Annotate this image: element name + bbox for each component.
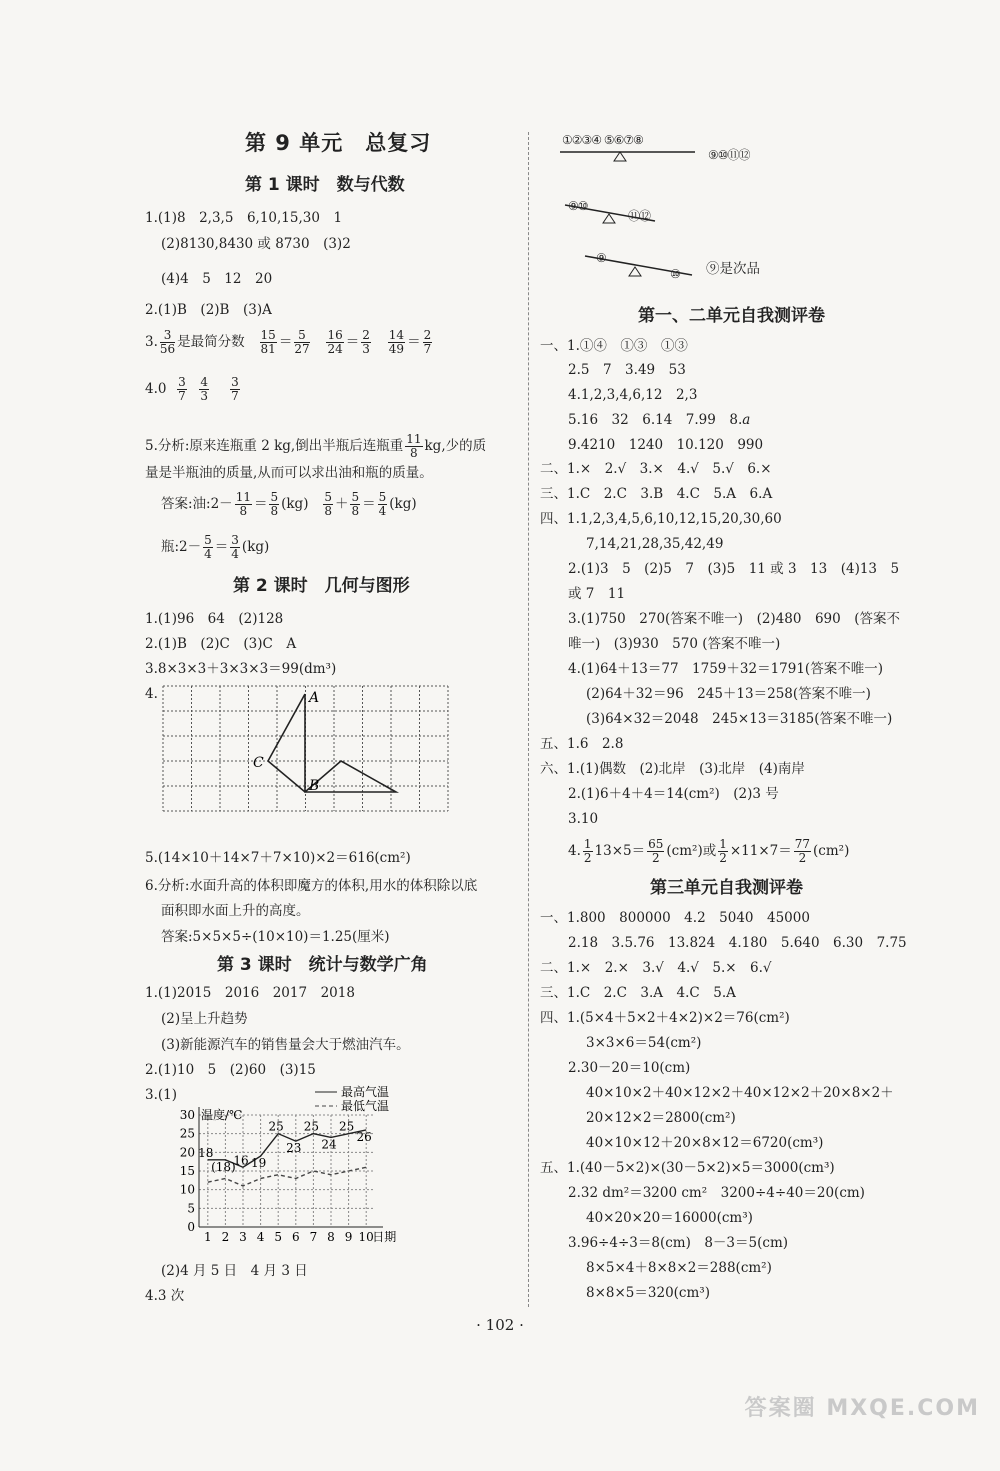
answer-line: 40×10×12＋20×8×12＝6720(cm³): [586, 1135, 824, 1151]
data-label: 25: [338, 1119, 355, 1134]
answer-line: (2)64＋32＝96 245＋13＝258(答案不唯一): [586, 686, 871, 702]
x-tick-label: 7: [309, 1230, 318, 1244]
x-tick-label: 1: [203, 1230, 212, 1244]
answer-line: 3.10: [568, 811, 599, 827]
answer-line: 3×3×6＝54(cm²): [586, 1035, 702, 1051]
data-label: 26: [356, 1129, 372, 1144]
answer-line-fractions: 4.0 $\frac{3}{7}$ $\frac{4}{3}$ $\frac{3}{7}$: [145, 375, 239, 403]
watermark-logo: 答案圈 MXQE.COM: [744, 1396, 980, 1421]
answer-line: 2.5 7 3.49 53: [568, 362, 686, 378]
answer-line: 三、1.C 2.C 3.B 4.C 5.A 6.A: [540, 486, 773, 502]
data-label: 18: [198, 1145, 214, 1160]
fraction: $\frac{5}{8}$: [324, 490, 332, 518]
answer-line: 4.1,2,3,4,6,12 2,3: [568, 387, 698, 403]
page-number: · 102 ·: [476, 1316, 524, 1334]
x-axis-label: 日期: [372, 1230, 397, 1244]
y-tick-label: 0: [187, 1220, 195, 1234]
answer-line: 2.(1)6＋4＋4＝14(cm²) (2)3 号: [568, 786, 779, 802]
answer-line: 唯一) (3)930 570 (答案不唯一): [568, 636, 781, 652]
fraction: $\frac{1}{2}$: [719, 837, 727, 865]
answer-line-fractions: 4. $\frac{1}{2}$ 13×5＝ $\frac{65}{2}$ (cm²)或 $\frac{1}{2}$ ×11×7＝ $\frac{77}{2}$ (cm²): [568, 837, 850, 865]
answer-line: (2)8130,8430 或 8730 (3)2: [161, 236, 351, 252]
answer-line: 量是半瓶油的质量,从而可以求出油和瓶的质量。: [145, 465, 433, 481]
x-tick-label: 4: [256, 1230, 265, 1244]
answer-line: 二、1.× 2.× 3.√ 4.√ 5.× 6.√: [540, 960, 772, 976]
balance-top-coins: ①②③④ ⑤⑥⑦⑧: [562, 133, 643, 147]
answer-line: 5.分析:原来连瓶重 2 kg,倒出半瓶后连瓶重 $\frac{11}{8}$ kg,少的质: [145, 432, 487, 460]
answer-line: 5.16 32 6.14 7.99 8.a: [568, 412, 751, 428]
answer-line: 9.4210 1240 10.120 990: [568, 437, 764, 453]
answer-line: (3)新能源汽车的销售量会大于燃油汽车。: [161, 1037, 410, 1053]
fraction: $\frac{77}{2}$: [794, 837, 811, 865]
fraction: $\frac{5}{8}$: [270, 490, 279, 518]
y-tick-label: 25: [179, 1126, 195, 1141]
balance-side-coins: ⑨⑩⑪⑫: [708, 148, 750, 162]
geometry-grid-figure: [161, 684, 451, 839]
test3-title: 第三单元自我测评卷: [650, 878, 803, 898]
answer-line: (4)4 5 12 20: [161, 271, 273, 287]
answer-line: 20×12×2＝2800(cm²): [586, 1110, 736, 1126]
fraction: $\frac{11}{8}$: [235, 490, 251, 518]
answer-line: 二、1.× 2.√ 3.× 4.√ 5.√ 6.×: [540, 461, 772, 477]
x-tick-label: 3: [239, 1230, 247, 1244]
answer-line: 一、1.800 800000 4.2 5040 45000: [540, 910, 810, 926]
geometry-shape: [268, 694, 396, 792]
data-label: 19: [250, 1156, 267, 1171]
data-label: 24: [321, 1137, 337, 1152]
answer-line: 2.(1)B (2)C (3)C A: [145, 636, 297, 652]
lesson1-title: 第 1 课时 数与代数: [245, 175, 405, 195]
point-label-c: C: [253, 755, 264, 771]
answer-line: 一、1.①④ ①③ ①③: [540, 338, 688, 354]
balance-note: ⑨是次品: [706, 261, 760, 277]
answer-line: 1.(1)8 2,3,5 6,10,15,30 1: [145, 210, 343, 226]
lesson2-title: 第 2 课时 几何与图形: [233, 576, 410, 596]
balance-mid-left: ⑨⑩: [568, 199, 588, 213]
y-tick-label: 30: [179, 1108, 195, 1122]
answer-line: 四、1.(5×4＋5×2＋4×2)×2＝76(cm²): [540, 1010, 790, 1026]
x-tick-label: 10: [358, 1230, 374, 1244]
answer-line: 答案:5×5×5÷(10×10)＝1.25(厘米): [161, 929, 390, 945]
answer-line: (3)64×32＝2048 245×13＝3185(答案不唯一): [586, 711, 893, 727]
answer-line: 2.18 3.5.76 13.824 4.180 5.640 6.30 7.75: [568, 935, 907, 951]
data-label: 23: [286, 1141, 302, 1156]
data-label: 25: [268, 1119, 284, 1134]
answer-line: 1.(1)2015 2016 2017 2018: [145, 985, 355, 1001]
answer-line: 或 7 11: [568, 586, 626, 602]
answer-line-fractions: 3. $\frac{3}{56}$ 是最简分数 $\frac{15}{81}$ ＝ $\frac{5}{27}$ $\frac{16}{24}$ ＝ $\frac{2}{3}$ $\frac{14}{49}$ ＝ $\frac{2}{7}$: [145, 328, 432, 356]
answer-line: 8×5×4＋8×8×2＝288(cm²): [586, 1260, 772, 1276]
x-tick-label: 2: [221, 1230, 230, 1244]
answer-line: 2.32 dm²＝3200 cm² 3200÷4÷40＝20(cm): [568, 1185, 865, 1201]
point-label-b: B: [309, 778, 320, 794]
data-label: (18): [211, 1159, 236, 1174]
answer-line: 2.(1)3 5 (2)5 7 (3)5 11 或 3 13 (4)13 5: [568, 561, 900, 577]
answer-line: 面积即水面上升的高度。: [161, 903, 310, 919]
fraction: $\frac{1}{2}$: [583, 837, 592, 865]
fraction: $\frac{14}{49}$: [388, 328, 405, 356]
temperature-line-chart: [167, 1084, 427, 1244]
balance-mid-right: ⑪⑫: [628, 209, 651, 223]
fraction: $\frac{2}{3}$: [362, 328, 370, 356]
fraction: $\frac{3}{4}$: [231, 533, 239, 561]
answer-line: 五、1.(40－5×2)×(30－5×2)×5＝3000(cm³): [540, 1160, 835, 1176]
test12-title: 第一、二单元自我测评卷: [638, 306, 825, 326]
answer-line: 3.96÷4÷3＝8(cm) 8－3＝5(cm): [568, 1235, 789, 1251]
data-label: 25: [303, 1119, 320, 1134]
lesson3-title: 第 3 课时 统计与数学广角: [217, 955, 428, 975]
fraction: $\frac{3}{7}$: [231, 375, 239, 403]
answer-line: 1.(1)96 64 (2)128: [145, 611, 284, 627]
fraction: $\frac{15}{81}$: [260, 328, 276, 356]
answer-line: 3.8×3×3＋3×3×3＝99(dm³): [145, 661, 337, 677]
y-tick-label: 10: [179, 1182, 195, 1197]
answer-line: (2)呈上升趋势: [161, 1011, 248, 1027]
answer-line: 3.(1): [145, 1087, 178, 1103]
answer-line: 答案:油:2－ $\frac{11}{8}$ ＝ $\frac{5}{8}$ (kg) $\frac{5}{8}$ ＋ $\frac{5}{8}$ ＝ $\frac{5}{4}$ (kg): [161, 490, 417, 518]
answer-line: 4.(1)64＋13＝77 1759＋32＝1791(答案不唯一): [568, 661, 883, 677]
fraction: $\frac{4}{3}$: [200, 375, 208, 403]
answer-line: 7,14,21,28,35,42,49: [586, 536, 724, 552]
answer-line: 2.30－20＝10(cm): [568, 1060, 691, 1076]
answer-line: 2.(1)10 5 (2)60 (3)15: [145, 1062, 316, 1078]
answer-line: 6.分析:水面升高的体积即魔方的体积,用水的体积除以底: [145, 878, 478, 894]
answer-line: 40×10×2＋40×12×2＋40×12×2＋20×8×2＋: [586, 1085, 894, 1101]
y-axis-label: 温度/℃: [201, 1108, 243, 1122]
answer-line: 4.: [145, 686, 158, 702]
y-tick-label: 5: [187, 1201, 195, 1216]
fraction: $\frac{5}{4}$: [204, 533, 212, 561]
answer-line: 8×8×5＝320(cm³): [586, 1285, 710, 1301]
unit-title: 第 9 单元 总复习: [245, 131, 432, 155]
legend-label: 最低气温: [341, 1099, 390, 1113]
point-label-a: A: [309, 690, 320, 706]
balance-bot-right: ⑩: [670, 267, 681, 281]
answer-line: 四、1.1,2,3,4,5,6,10,12,15,20,30,60: [540, 511, 782, 527]
answer-line: 瓶:2－ $\frac{5}{4}$ ＝ $\frac{3}{4}$ (kg): [161, 533, 270, 561]
answer-line: 三、1.C 2.C 3.A 4.C 5.A: [540, 985, 736, 1001]
fraction: $\frac{65}{2}$: [648, 837, 664, 865]
fraction: $\frac{5}{4}$: [378, 490, 387, 518]
fraction: $\frac{5}{8}$: [351, 490, 360, 518]
x-tick-label: 5: [274, 1230, 283, 1244]
fraction: $\frac{3}{7}$: [178, 375, 186, 403]
data-label: 16: [233, 1153, 249, 1168]
y-tick-label: 15: [179, 1164, 195, 1178]
fraction: $\frac{3}{56}$: [159, 328, 176, 356]
column-divider: [528, 132, 529, 1307]
answer-line: (2)4 月 5 日 4 月 3 日: [161, 1263, 308, 1279]
answer-line: 六、1.(1)偶数 (2)北岸 (3)北岸 (4)南岸: [540, 761, 805, 777]
x-tick-label: 6: [291, 1230, 300, 1244]
y-tick-label: 20: [179, 1145, 195, 1160]
fraction: $\frac{16}{24}$: [327, 328, 343, 356]
answer-line: 5.(14×10＋14×7＋7×10)×2＝616(cm²): [145, 850, 411, 866]
answer-line: 4.3 次: [145, 1288, 185, 1304]
answer-line: 五、1.6 2.8: [540, 736, 624, 752]
fraction: $\frac{2}{7}$: [423, 328, 432, 356]
legend-label: 最高气温: [341, 1085, 390, 1099]
answer-line: 40×20×20＝16000(cm³): [586, 1210, 753, 1226]
x-tick-label: 8: [327, 1230, 335, 1244]
answer-line: 3.(1)750 270(答案不唯一) (2)480 690 (答案不: [568, 611, 900, 627]
balance-bot-left: ⑨: [596, 251, 607, 265]
x-tick-label: 9: [344, 1230, 353, 1244]
fraction: $\frac{5}{27}$: [294, 328, 310, 356]
fraction: $\frac{11}{8}$: [406, 432, 422, 460]
answer-line: 2.(1)B (2)B (3)A: [145, 302, 272, 318]
